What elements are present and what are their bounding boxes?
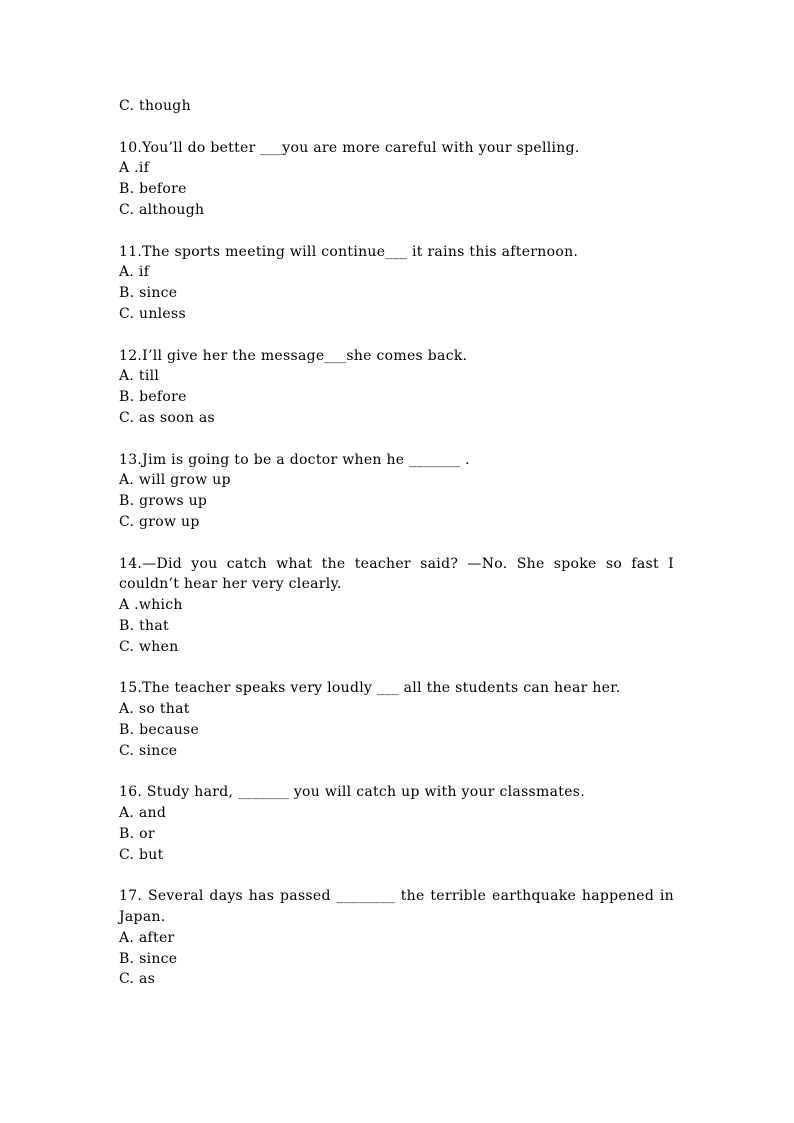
option-c: C. when: [119, 638, 179, 655]
question-16: [119, 782, 674, 865]
question-text: 14.—Did you catch what the teacher said? —No. She spoke so fast I couldn’t hear her very clearly.: [119, 555, 674, 593]
option-a: A. will grow up: [119, 472, 231, 489]
option-c: C. as soon as: [119, 409, 216, 426]
continued-option: C. though: [119, 98, 191, 114]
question-list: [119, 96, 674, 990]
question-text: 13.Jim is going to be a doctor when he _______ .: [119, 451, 470, 468]
question-14: [119, 554, 674, 658]
question-13: [119, 450, 674, 533]
question-10: [119, 138, 674, 221]
option-b: B. before: [119, 181, 187, 198]
option-c: C. as: [119, 971, 156, 988]
question-11: [119, 242, 674, 325]
option-b: B. or: [119, 825, 155, 842]
option-c: C. unless: [119, 305, 186, 322]
option-b: B. grows up: [119, 493, 208, 510]
option-b: B. because: [119, 721, 200, 738]
question-text: 15.The teacher speaks very loudly ___ all the students can hear her.: [119, 680, 621, 697]
option-b: B. before: [119, 389, 187, 406]
question-text: 10.You’ll do better ___you are more careful with your spelling.: [119, 139, 580, 156]
option-b: B. since: [119, 285, 178, 302]
option-b: B. that: [119, 617, 169, 634]
option-c: C. grow up: [119, 513, 200, 530]
option-a: A. so that: [119, 701, 190, 718]
question-17: [119, 886, 674, 990]
option-a: A. till: [119, 368, 160, 385]
option-b: B. since: [119, 950, 178, 967]
question-text: 17. Several days has passed ________ the terrible earthquake happened in Japan.: [119, 888, 674, 926]
option-a: A .which: [119, 597, 183, 614]
question-12: [119, 346, 674, 429]
question-text: 16. Study hard, _______ you will catch up with your classmates.: [119, 784, 586, 801]
option-c: C. since: [119, 742, 178, 759]
option-a: A .if: [119, 160, 150, 177]
question-text: 12.I’ll give her the message___she comes back.: [119, 347, 468, 364]
question-text: 11.The sports meeting will continue___ it rains this afternoon.: [119, 243, 579, 260]
question-15: [119, 678, 674, 761]
option-a: A. after: [119, 929, 175, 946]
option-a: A. if: [119, 264, 150, 281]
option-c: C. although: [119, 201, 205, 218]
option-c: C. but: [119, 846, 164, 863]
option-a: A. and: [119, 805, 167, 822]
